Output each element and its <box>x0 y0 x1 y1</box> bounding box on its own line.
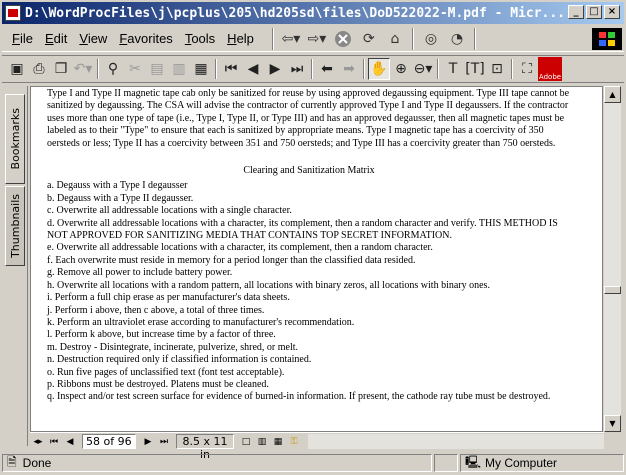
scroll-down-icon[interactable]: ▼ <box>604 415 621 432</box>
page-navigation-bar <box>30 432 604 461</box>
title-bar <box>2 2 624 24</box>
toolbar-separator <box>311 59 313 79</box>
history-icon[interactable]: ◔ <box>450 30 464 47</box>
zoom-in-icon[interactable]: ⊕ <box>395 61 407 77</box>
next-page-small-icon[interactable]: ▶ <box>144 436 152 447</box>
show-navigation-pane-icon[interactable]: ▦ <box>194 61 208 77</box>
copy-icon[interactable]: ❐ <box>54 61 68 77</box>
document-page <box>31 88 571 404</box>
cut-icon[interactable]: ✂ <box>129 61 141 77</box>
page-number-field[interactable]: 58 of 96 <box>82 434 136 449</box>
page-done-icon: 🗎 <box>7 454 17 469</box>
menu-file[interactable]: File <box>12 31 33 46</box>
tab-bookmarks-label: Bookmarks <box>8 108 22 170</box>
previous-page-icon[interactable]: ◀ <box>247 61 259 77</box>
undo-icon[interactable]: ↶▾ <box>73 61 93 77</box>
maximize-button[interactable]: □ <box>586 5 602 19</box>
facing-pages-icon[interactable]: ▦ <box>273 436 283 447</box>
tab-bookmarks[interactable] <box>5 94 25 184</box>
single-page-icon[interactable]: □ <box>241 436 251 447</box>
intro-paragraph: Type I and Type II magnetic tape cab only be sanitized for reuse by using approved degaussing equipment. Type III tape cannot be sanitized by degaussing. The CSA will advise the contractor of currently approved Type I and Type II degaussers. If the contractor uses more than one type of tape (i.e., Type I, Type II, or Type III) and has an approved degausser, then all magnetic tapes must be labeled as to their "Type" to ensure that each is sanitized by appropriate means. Type I magnetic tape has a coercivity of 350 oersteds or less; Type II has a coercivity between 351 and 750 oersteds; and Type III has a coercivity greater than 750 oersteds. <box>47 88 570 149</box>
search-globe-icon[interactable]: ◎ <box>424 30 438 47</box>
graphics-select-icon[interactable]: ⊡ <box>491 61 503 77</box>
list-item: l. Perform k above, but increase time by a factor of three. <box>47 329 276 341</box>
menu-favorites[interactable]: Favorites <box>119 31 173 46</box>
go-back-icon[interactable]: ⬅ <box>321 61 333 77</box>
status-text: Done <box>22 456 52 470</box>
first-page-icon[interactable]: ⏮ <box>224 61 238 77</box>
adobe-logo[interactable]: Adobe <box>538 57 562 81</box>
list-item: j. Perform i above, then c above, a total of three times. <box>47 304 265 316</box>
windows-logo-icon <box>592 28 622 50</box>
toolbar-separator <box>215 59 217 79</box>
horizontal-scrollbar[interactable] <box>308 434 604 449</box>
menu-separator <box>272 28 274 50</box>
hand-tool-icon[interactable]: ✋ <box>368 58 390 80</box>
menu-help[interactable]: Help <box>227 31 254 46</box>
forward-icon[interactable]: ⇨▾ <box>307 30 327 47</box>
vertical-scrollbar[interactable] <box>604 86 621 432</box>
next-page-icon[interactable]: ▶ <box>269 61 281 77</box>
first-page-small-icon[interactable]: ⏮ <box>49 436 59 447</box>
close-button[interactable]: × <box>604 5 620 19</box>
list-item: q. Inspect and/or test screen surface for evidence of burned-in information. If present, the cathode ray tube must be destroyed. <box>47 391 551 403</box>
list-item: a. Degauss with a Type I degausser <box>47 180 188 192</box>
scroll-thumb[interactable] <box>604 286 621 294</box>
stop-icon[interactable] <box>330 28 356 50</box>
menu-separator <box>412 28 414 50</box>
list-item: i. Perform a full chip erase as per manufacturer's data sheets. <box>47 292 290 304</box>
last-page-small-icon[interactable]: ⏭ <box>159 436 169 447</box>
list-item: m. Destroy - Disintegrate, incinerate, pulverize, shred, or melt. <box>47 341 299 353</box>
tab-thumbnails[interactable] <box>5 186 25 266</box>
zone-pane <box>460 454 624 472</box>
column-select-icon[interactable]: [T] <box>465 61 485 77</box>
status-pane-empty <box>434 454 458 472</box>
previous-page-small-icon[interactable]: ◀ <box>66 436 74 447</box>
select-icon[interactable]: ▥ <box>172 61 186 77</box>
status-bar <box>2 453 624 473</box>
list-item: h. Overwrite all locations with a random pattern, all locations with binary zeros, all locations with binary ones. <box>47 279 490 291</box>
menu-edit[interactable]: Edit <box>44 31 68 46</box>
menu-separator <box>474 28 476 50</box>
refresh-icon[interactable]: ⟳ <box>363 30 375 47</box>
computer-icon: 🖳 <box>465 454 482 469</box>
save-icon[interactable]: ▣ <box>10 61 24 77</box>
text-select-icon[interactable]: T <box>448 61 458 77</box>
list-item: o. Run five pages of unclassified text (font test acceptable). <box>47 366 285 378</box>
find-icon[interactable]: ⚲ <box>107 61 119 77</box>
menu-bar <box>2 26 624 52</box>
back-icon[interactable]: ⇦▾ <box>281 30 301 47</box>
list-item: b. Degauss with a Type II degausser. <box>47 192 194 204</box>
matrix-heading: Clearing and Sanitization Matrix <box>243 165 375 177</box>
toolbar-separator <box>97 59 99 79</box>
minimize-button[interactable]: _ <box>568 5 584 19</box>
list-item: c. Overwrite all addressable locations with a single character. <box>47 205 292 217</box>
fit-window-icon[interactable]: ⛶ <box>522 61 532 77</box>
navigation-pane-tabs <box>2 86 28 446</box>
zone-text: My Computer <box>485 456 558 470</box>
list-item: n. Destruction required only if classified information is contained. <box>47 354 312 366</box>
tab-thumbnails-label: Thumbnails <box>8 194 22 258</box>
toolbar-separator <box>437 59 439 79</box>
pdf-document-icon <box>5 5 21 21</box>
window-title: D:\WordProcFiles\j\pcplus\205\hd205sd\files\DoD522022-M.pdf - Micr... <box>25 5 565 21</box>
home-icon[interactable]: ⌂ <box>390 30 400 47</box>
print-icon[interactable]: ⎙ <box>33 61 45 77</box>
toolbar-separator <box>363 59 365 79</box>
menu-view[interactable]: View <box>79 31 108 46</box>
go-forward-icon[interactable]: ➡ <box>343 61 355 77</box>
last-page-icon[interactable]: ⏭ <box>290 61 304 77</box>
document-viewport[interactable] <box>30 86 603 432</box>
list-item: k. Perform an ultraviolet erase according to manufacturer's recommendation. <box>47 316 355 328</box>
acrobat-toolbar <box>2 55 624 83</box>
scroll-up-icon[interactable]: ▲ <box>604 86 621 103</box>
list-item: f. Each overwrite must reside in memory for a period longer than the classified data resided. <box>47 254 416 266</box>
page-size-display: 8.5 x 11 in <box>176 434 234 449</box>
list-item: e. Overwrite all addressable locations with a character, its complement, then a random character. <box>47 242 433 254</box>
status-pane <box>2 454 432 472</box>
list-item: d. Overwrite all addressable locations with a character, its complement, then a random character and verify. THIS METHOD IS NOT APPROVED FOR SANITIZING MEDIA THAT CONTAINS TOP SECRET INFORMATION. <box>47 217 558 242</box>
toolbar-separator <box>511 59 513 79</box>
paste-icon[interactable]: ▤ <box>150 61 164 77</box>
menu-tools[interactable]: Tools <box>184 31 216 46</box>
list-item: g. Remove all power to include battery power. <box>47 267 233 279</box>
sound-icon[interactable]: ◂▸ <box>33 436 43 447</box>
security-key-icon[interactable]: ⚿ <box>290 436 298 447</box>
list-item: p. Ribbons must be destroyed. Platens must be cleaned. <box>47 378 269 390</box>
continuous-icon[interactable]: ▥ <box>257 436 267 447</box>
zoom-out-icon[interactable]: ⊖▾ <box>413 61 433 77</box>
